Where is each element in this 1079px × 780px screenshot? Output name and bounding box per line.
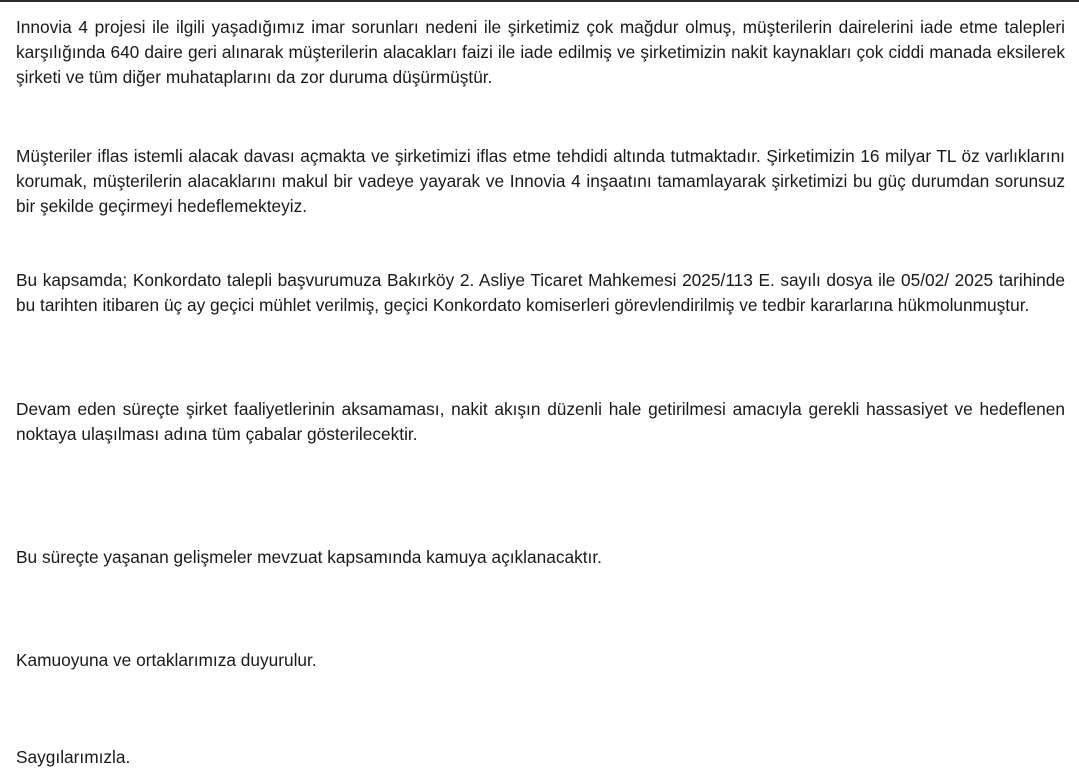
paragraph-kamuya-aciklama: Bu süreçte yaşanan gelişmeler mevzuat kapsamında kamuya açıklanacaktır. [16, 547, 602, 567]
closing-salutation: Saygılarımızla. [16, 747, 131, 767]
paragraph-devam-eden-surec: Devam eden süreçte şirket faaliyetlerinin aksamaması, nakit akışın düzenli hale getirilmesi amacıyla gerekli hassasiyet ve hedeflenen noktaya ulaşılması adına tüm çabalar gösterilecektir. [16, 399, 1065, 444]
paragraph-iflas-davasi: Müşteriler iflas istemli alacak davası açmakta ve şirketimizi iflas etme tehdidi altında tutmaktadır. Şirketimizin 16 milyar TL öz varlıklarını korumak, müşterilerin alacaklarını makul bir vadeye yayarak ve Innovia 4 inşaatını tamamlayarak şirketimizi bu güç durumdan sorunsuz bir şekilde geçirmeyi hedeflemekteyiz. [16, 146, 1065, 216]
paragraph-duyuru: Kamuoyuna ve ortaklarımıza duyurulur. [16, 650, 317, 670]
paragraph-konkordato-basvurusu: Bu kapsamda; Konkordato talepli başvurumuza Bakırköy 2. Asliye Ticaret Mahkemesi 2025/113 E. sayılı dosya ile 05/02/ 2025 tarihinde bu tarihten itibaren üç ay geçici mühlet verilmiş, geçici Konkordato komiserleri görevlendirilmiş ve tedbir kararlarına hükmolunmuştur. [16, 270, 1065, 315]
paragraph-imar-sorunlari: Innovia 4 projesi ile ilgili yaşadığımız imar sorunları nedeni ile şirketimiz çok mağdur olmuş, müşterilerin dairelerini iade etme talepleri karşılığında 640 daire geri alınarak müşterilerin alacakları faizi ile iade edilmiş ve şirketimizin nakit kaynakları çok ciddi manada eksilerek şirketi ve tüm diğer muhataplarını da zor duruma düşürmüştür. [16, 17, 1065, 87]
